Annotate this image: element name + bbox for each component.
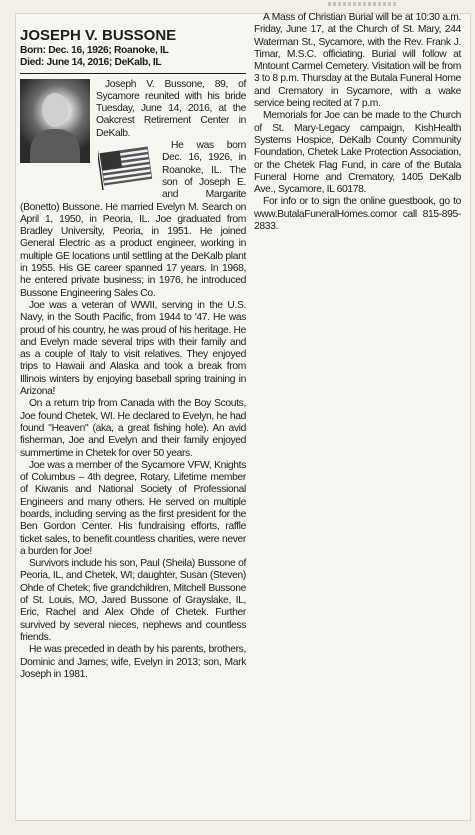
portrait-photo bbox=[20, 79, 90, 163]
obituary-column-right bbox=[254, 12, 461, 233]
paragraph-biography: He was born Dec. 16, 1926, in Roanoke, IL. The son of Joseph E. and Margarite (Bonetto) Bussone. He married Evelyn M. Search on April 1, 1950, in Peoria, IL. Joe graduated from Bradley University, Peoria, in 1951. He joined General Electric as a product engineer, working in multiple GE locations until settling at the DeKalb plant in 1955. His GE career spanned 17 years. In 1968, he entered private business; in 1976, he introduced Bussone Engineering Sales Co. bbox=[20, 140, 246, 299]
paragraph-memberships: Joe was a member of the Sycamore VFW, Knights of Columbus – 4th degree, Rotary, Lifetime member of Kiwanis and National Society of Professional Engineers and many others. He served on multiple boards, including serving as the first president for the Ben Gordon Center. His fundraising efforts, raffle ticket sales, to benefit countless charities, were never a burden for Joe! bbox=[20, 459, 246, 557]
paragraph-chetek: On a return trip from Canada with the Boy Scouts, Joe found Chetek, WI. He declared to Evelyn, he had found "Heaven" (aka, a great fishing hole). An avid fisherman, Joe and Evelyn and their family enjoyed summertime in Chetek for over 50 years. bbox=[20, 398, 246, 459]
death-line: Died: June 14, 2016; DeKalb, IL bbox=[20, 57, 162, 69]
paragraph-survivors: Survivors include his son, Paul (Sheila) Bussone of Peoria, IL, and Chetek, WI; daughter, Susan (Steven) Ohde of Chetek; five grandchildren, Mitchell Bussone of St. Louis, MO, Jared Bussone of Grayslake, IL, Eric, Rachel and Alex Ohde of Chetek. Further survived by several nieces, nephews and countless friends. bbox=[20, 558, 246, 643]
clipping-edge-mark bbox=[328, 2, 398, 6]
obituary-column-left bbox=[20, 28, 246, 681]
paragraph-memorials: Memorials for Joe can be made to the Church of St. Mary-Legacy campaign, KishHealth Systems Hospice, DeKalb County Community Foundation, Chetek Lake Protection Association, or the Chetek Flag Fund, in care of the Butala Funeral Home and Crematory, 1405 DeKalb Ave., Sycamore, IL 60178. bbox=[254, 110, 461, 196]
paragraph-services: A Mass of Christian Burial will be at 10:30 a.m. Friday, June 17, at the Church of St. Mary, 244 Waterman St., Sycamore, with the Rev. Frank J. Timar, M.S.C. officiating. Burial will follow at Mntount Carmel Cemetery. Visitation will be from 3 to 8 p.m. Thursday at the Butala Funeral Home and Crematory in Sycamore, with a wake service being recited at 7 p.m. bbox=[254, 12, 461, 110]
obituary-name: JOSEPH V. BUSSONE bbox=[20, 27, 177, 44]
paragraph-veteran: Joe was a veteran of WWII, serving in the U.S. Navy, in the South Pacific, from 1944 to '47. He was proud of his country, he was proud of his heritage. He and Evelyn made several trips with their family and as a couple of Italy to visit relatives. They enjoyed trips to Hawaii and Alaska and took a break from Illinois winters by enjoying baseball spring training in Arizona! bbox=[20, 299, 246, 398]
paragraph-guestbook: For info or to sign the online guestbook, go to www.ButalaFuneralHomes.comor call 815-895-2833. bbox=[254, 196, 461, 233]
paragraph-intro: Joseph V. Bussone, 89, of Sycamore reunited with his bride Tuesday, June 14, 2016, at the Oakcrest Retirement Center in DeKalb. bbox=[96, 78, 246, 139]
divider bbox=[20, 73, 246, 74]
american-flag-icon bbox=[98, 144, 154, 190]
birth-line: Born: Dec. 16, 1926; Roanoke, IL bbox=[20, 45, 169, 56]
paragraph-preceded: He was preceded in death by his parents, brothers, Dominic and James; wife, Evelyn in 2013; son, Mark Joseph in 1981. bbox=[20, 644, 246, 680]
handwritten-scribble bbox=[40, 0, 101, 12]
